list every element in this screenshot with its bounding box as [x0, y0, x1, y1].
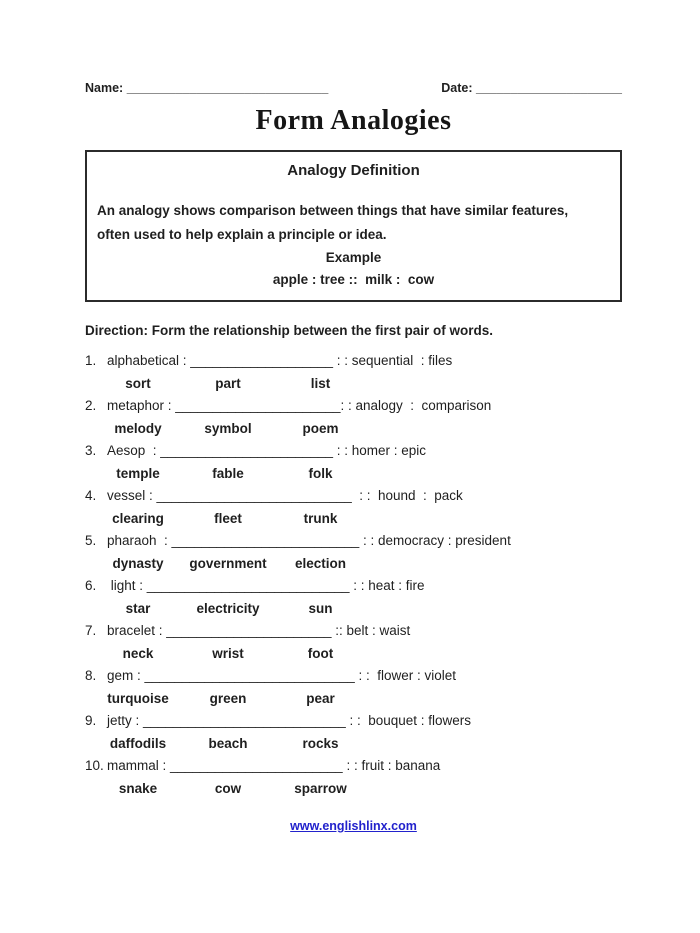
question-row-6 [85, 577, 622, 617]
question-text[interactable]: vessel : __________________________ : : hound : pack [107, 488, 463, 503]
question-row-1 [85, 352, 622, 392]
question-row-7 [85, 622, 622, 662]
question-options [93, 645, 622, 662]
option-word[interactable]: neck [122, 646, 154, 661]
question-options [93, 690, 622, 707]
questions-list [85, 352, 622, 797]
question-row-8 [85, 667, 622, 707]
question-text[interactable]: Aesop : _______________________ : : homer : epic [107, 443, 427, 458]
question-line [85, 622, 622, 639]
name-blank-line[interactable]: _____________________________ [123, 81, 329, 95]
option-word[interactable]: temple [116, 466, 160, 481]
question-number: 10. [85, 758, 104, 773]
question-row-5 [85, 532, 622, 572]
header-row [85, 80, 622, 96]
question-number: 7. [85, 623, 97, 638]
option-word[interactable]: rocks [302, 736, 339, 751]
question-options [93, 510, 622, 527]
question-line [85, 757, 622, 774]
option-word[interactable]: daffodils [109, 736, 167, 751]
name-field [85, 80, 328, 96]
question-text[interactable]: jetty : ___________________________ : : bouquet : flowers [107, 713, 472, 728]
option-word[interactable]: fleet [214, 511, 242, 526]
option-word[interactable]: government [189, 556, 267, 571]
question-line [85, 532, 622, 549]
option-word[interactable]: pear [306, 691, 335, 706]
example-label: Example [325, 250, 382, 265]
option-word[interactable]: part [215, 376, 241, 391]
definition-body-line1: An analogy shows comparison between things that have similar features, [97, 203, 569, 218]
question-number: 9. [85, 713, 97, 728]
option-word[interactable]: star [125, 601, 151, 616]
analogy-definition-box [85, 150, 622, 302]
question-row-9 [85, 712, 622, 752]
example-text: apple : tree :: milk : cow [272, 272, 435, 287]
option-word[interactable]: electricity [196, 601, 260, 616]
date-label: Date: [441, 81, 473, 95]
definition-body-line2: often used to help explain a principle or idea. [97, 227, 387, 242]
question-line [85, 442, 622, 459]
option-word[interactable]: wrist [212, 646, 244, 661]
question-options [93, 555, 622, 572]
question-options [93, 465, 622, 482]
question-row-3 [85, 442, 622, 482]
option-word[interactable]: list [310, 376, 331, 391]
option-word[interactable]: snake [118, 781, 158, 796]
question-options [93, 780, 622, 797]
question-row-10 [85, 757, 622, 797]
option-word[interactable]: green [209, 691, 247, 706]
question-number: 1. [85, 353, 97, 368]
website-link[interactable]: www.englishlinx.com [290, 819, 417, 833]
question-number: 3. [85, 443, 97, 458]
question-text[interactable]: pharaoh : _________________________ : : democracy : president [107, 533, 511, 548]
option-word[interactable]: foot [307, 646, 334, 661]
direction-line: Direction: Form the relationship between the first pair of words. [85, 323, 494, 338]
question-line [85, 667, 622, 684]
option-word[interactable]: trunk [303, 511, 338, 526]
question-line [85, 487, 622, 504]
date-blank-line[interactable]: _____________________ [472, 81, 622, 95]
question-line [85, 352, 622, 369]
definition-heading: Analogy Definition [287, 162, 420, 179]
option-word[interactable]: sort [125, 376, 151, 391]
option-word[interactable]: election [294, 556, 346, 571]
option-word[interactable]: fable [212, 466, 244, 481]
question-text[interactable]: light : ___________________________ : : heat : fire [107, 578, 425, 593]
option-word[interactable]: dynasty [112, 556, 164, 571]
question-options [93, 375, 622, 392]
question-text[interactable]: mammal : _______________________ : : fruit : banana [107, 758, 441, 773]
question-options [93, 420, 622, 437]
question-text[interactable]: alphabetical : ___________________ : : sequential : files [107, 353, 453, 368]
name-label: Name: [85, 81, 124, 95]
option-word[interactable]: beach [208, 736, 248, 751]
option-word[interactable]: cow [214, 781, 242, 796]
option-word[interactable]: turquoise [107, 691, 169, 706]
question-row-4 [85, 487, 622, 527]
question-line [85, 397, 622, 414]
question-options [93, 735, 622, 752]
question-number: 5. [85, 533, 97, 548]
question-line [85, 577, 622, 594]
date-field [441, 80, 622, 96]
question-number: 4. [85, 488, 97, 503]
footer [85, 819, 622, 833]
option-word[interactable]: sun [308, 601, 333, 616]
question-row-2 [85, 397, 622, 437]
option-word[interactable]: melody [114, 421, 162, 436]
question-text[interactable]: bracelet : ______________________ :: belt : waist [107, 623, 411, 638]
question-text[interactable]: gem : ____________________________ : : flower : violet [107, 668, 457, 683]
option-word[interactable]: clearing [112, 511, 164, 526]
question-text[interactable]: metaphor : ______________________: : analogy : comparison [107, 398, 492, 413]
question-line [85, 712, 622, 729]
option-word[interactable]: sparrow [294, 781, 347, 796]
question-options [93, 600, 622, 617]
question-number: 8. [85, 668, 97, 683]
option-word[interactable]: poem [302, 421, 339, 436]
option-word[interactable]: folk [308, 466, 333, 481]
page-title: Form Analogies [255, 105, 452, 136]
question-number: 2. [85, 398, 97, 413]
option-word[interactable]: symbol [204, 421, 252, 436]
worksheet-content [85, 80, 622, 833]
question-number: 6. [85, 578, 97, 593]
definition-body [97, 199, 610, 247]
